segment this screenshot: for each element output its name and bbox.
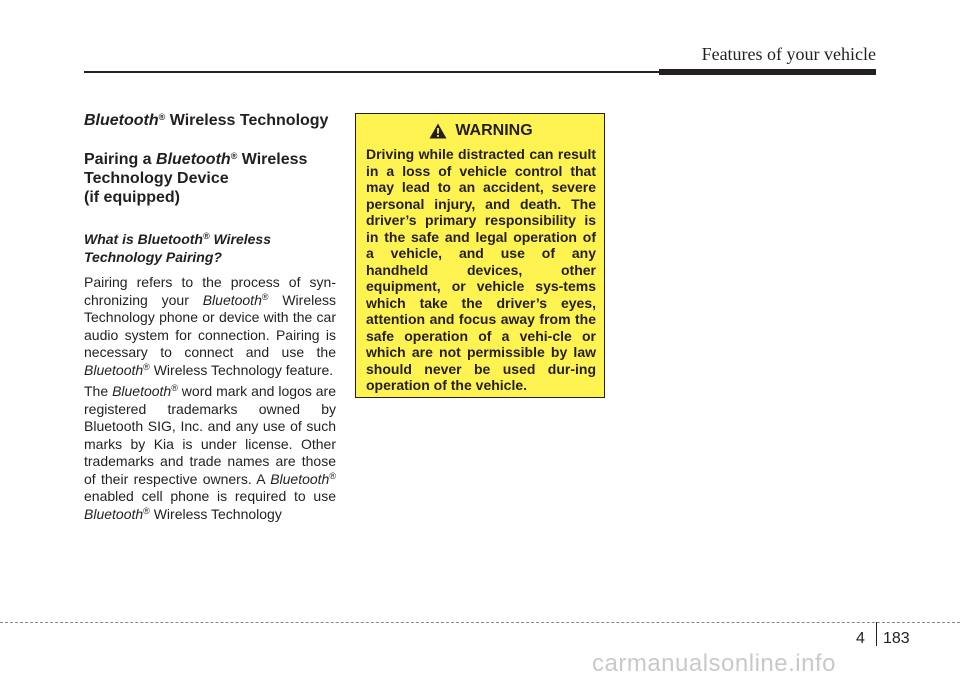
p2-brand-1: Bluetooth [112, 383, 172, 399]
p1-text-c: Wireless Technology feature. [149, 361, 334, 378]
footer-rule [0, 622, 960, 623]
warning-box [355, 113, 605, 398]
p1-reg-1: ® [261, 291, 269, 302]
chapter-number: 4 [856, 630, 865, 647]
paragraph-trademark [84, 383, 336, 523]
question-heading-reg: ® [203, 231, 210, 241]
p2-brand-2: Bluetooth [270, 470, 330, 487]
p2-reg-1: ® [171, 383, 178, 393]
section-heading-reg: ® [158, 112, 166, 122]
warning-text: Driving while distracted can result in a loss of vehicle control that may lead to an accident, severe personal injury, and death. The driver’s primary responsibility is in the safe and legal operation of a vehicle, and use of any handheld devices, other equipment, or vehicle sys-tems which take the driver’s eyes, attention and focus away from the safe operation of a vehi-cle or which are not permissible by law should never be used dur-ing operation of the vehicle. [366, 146, 596, 393]
paragraph-pairing [84, 274, 336, 379]
warning-title: WARNING [455, 122, 533, 139]
warning-triangle-icon [429, 123, 447, 139]
main-column [84, 111, 336, 527]
subsection-heading-brand: Bluetooth [156, 151, 231, 168]
question-heading [84, 230, 336, 266]
section-heading-rest: Wireless Technology [165, 112, 329, 129]
p2-text-b: word mark and logos are registered trademarks owned by Bluetooth SIG, Inc. and any use of such marks by Kia is under license. Other trademarks and trade names are those of their respective owners. A [84, 383, 337, 487]
header-rule [84, 71, 659, 73]
subsection-heading-line2: Technology Device [84, 170, 229, 187]
watermark: carmanualsonline.info [592, 650, 836, 677]
question-heading-part2: Wireless Technology Pairing? [84, 231, 271, 265]
section-heading [84, 111, 336, 130]
p2-brand-3: Bluetooth [84, 505, 144, 522]
p2-text-c: enabled cell phone is required to use [84, 488, 336, 504]
p2-text-a: The [84, 383, 113, 399]
page-number-divider [876, 622, 877, 646]
p2-reg-3: ® [143, 505, 150, 516]
header-rule-accent [659, 69, 876, 75]
p1-text-b: Wireless Technology phone or device with the car audio system for connection. Pairing is necessary to connect and use the [84, 291, 337, 360]
warning-header [366, 122, 596, 140]
page-header-title: Features of your vehicle [701, 44, 876, 64]
p1-brand-2: Bluetooth [84, 361, 144, 378]
p1-brand-1: Bluetooth [202, 291, 262, 308]
subsection-heading-prefix: Pairing a [84, 151, 157, 168]
section-heading-brand: Bluetooth [84, 112, 159, 129]
p2-text-d: Wireless Technology [149, 505, 282, 522]
subsection-heading-line3: (if equipped) [84, 189, 180, 206]
subsection-heading [84, 150, 336, 207]
p1-reg-2: ® [143, 361, 150, 372]
p1-text-a: Pairing refers to the process of syn-chronizing your [84, 274, 336, 308]
page-number: 183 [883, 630, 910, 647]
p2-reg-2: ® [329, 470, 336, 481]
subsection-heading-reg: ® [230, 151, 238, 161]
question-heading-part1: What is Bluetooth [84, 231, 203, 247]
subsection-heading-rest: Wireless [237, 151, 308, 168]
